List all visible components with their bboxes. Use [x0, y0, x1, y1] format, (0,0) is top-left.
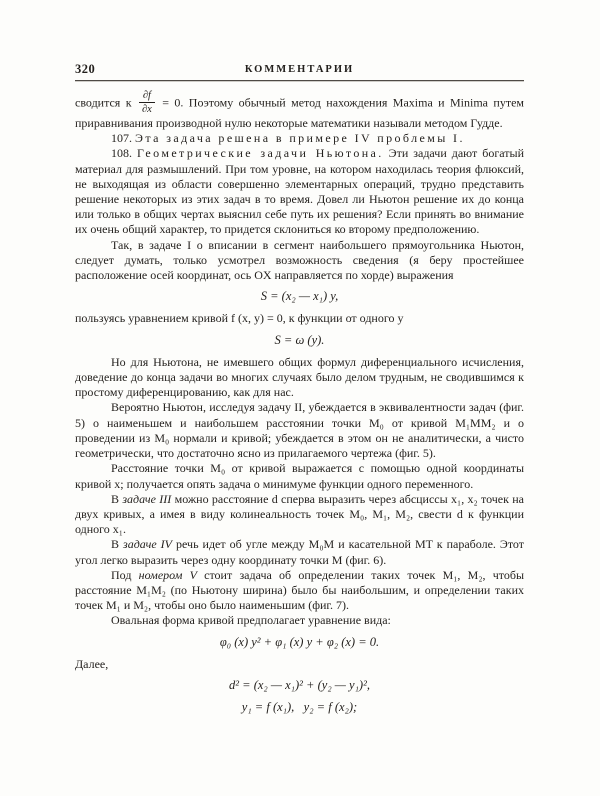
paragraph-108	[75, 146, 524, 237]
fraction-denominator: ∂x	[139, 102, 155, 115]
formula-phi-equation: φ₀ (x) y² + φ₁ (x) y + φ₂ (x) = 0.	[219, 634, 380, 649]
paragraph-using-curve: пользуясь уравнением кривой f (x, y) = 0, к функции от одного y	[75, 311, 404, 326]
paragraph-task-4	[75, 537, 524, 567]
fraction-df-dx	[139, 90, 155, 115]
paragraph-text: = 0. Поэтому обычный метод нахождения Maxima и Minima путем приравнивания производной нулю некоторые математики называли методом Гудде.	[75, 95, 524, 131]
spaced-text: Эта задача решена в примере IV проблемы I.	[135, 131, 465, 146]
paragraph-further: Далее,	[75, 656, 109, 671]
formula-y-functions: y₁ = f (x₁), y₂ = f (x₂);	[241, 700, 358, 715]
italic-text: задаче III	[122, 491, 172, 506]
paragraph-newton-difficulty: Но для Ньютона, не имевшего общих формул диференциального исчисления, доведение до конца задачи во многих случаях было делом трудным, не сводившимся к простому диференцированию, как для нас.	[75, 354, 524, 400]
paragraph-task-3	[75, 492, 524, 538]
text-column	[75, 91, 524, 722]
running-head: КОММЕНТАРИИ	[244, 64, 355, 75]
paragraph-text: сводится к	[75, 95, 132, 110]
page-number: 320	[75, 62, 96, 76]
formula-distance-squared: d² = (x₂ — x₁)² + (y₂ — y₁)²,	[229, 677, 370, 692]
paragraph-107	[75, 131, 524, 146]
formula-s-rectangle: S = (x₂ — x₁) y,	[260, 289, 339, 304]
paragraph-text: можно расстояние d сперва выразить через абсциссы x₁, x₂ точек на двух кривых, а имея в виду колинеальность точек M₀, M₁, M₂, свести d к функции одного x₁.	[75, 491, 525, 537]
paragraph-continuation	[75, 91, 524, 131]
paragraph-distance: Расстояние точки M₀ от кривой выражается с помощью одной координаты кривой x; получается опять задача о минимуме функции одного переменного.	[75, 461, 524, 491]
paragraph-text: речь идет об угле между M₀M и касательной MT к параболе. Этот угол легко выразить через одну координату точки M (фиг. 6).	[75, 537, 524, 567]
paragraph-text: стоит задача об определении таких точек M₁, M₂, чтобы расстояние M₁M₂ (по Ньютону ширина) было бы наибольшим, и определении таких точек M₁ и M₂, чтобы оно было наименьшим (фиг. 7).	[75, 567, 525, 613]
paragraph-task-5	[75, 568, 524, 614]
paragraph-task-2: Вероятно Ньютон, исследуя задачу II, убеждается в эквивалентности задач (фиг. 5) о наименьшем и наибольшем расстоянии точки M₀ от кривой M₁MM₂ и о проведении из M₀ нормали и кривой; убеждается в этом он не аналитически, а чисто геометрически, что достаточно ясно из прилагаемого чертежа (фиг. 5).	[75, 400, 524, 461]
formula-s-omega: S = ω (y).	[274, 332, 325, 347]
italic-text: номером V	[138, 567, 197, 582]
fraction-numerator: ∂f	[142, 90, 151, 101]
page-header	[75, 62, 524, 79]
paragraph-text: Под	[111, 567, 132, 582]
item-number: 108.	[111, 146, 132, 161]
paragraph-text: В	[111, 537, 120, 552]
paragraph-task-1: Так, в задаче I о вписании в сегмент наибольшего прямоугольника Ньютон, следует думать, только усмотрел возможность сведения (я беру простейшее расположение осей координат, ось OX направляется по хорде) выражения	[75, 237, 524, 283]
paragraph-text: В	[111, 491, 120, 506]
paragraph-text: Эти задачи дают богатый материал для размышлений. При том уровне, на котором находилась теория флюксий, не выходящая из области совершенно элементарных операций, трудно представить решение некоторых из этих задач в то время. Довел ли Ньютон решение их до конца или только в общих чертах выяснил себе путь их решения? Если принять во внимание их очень общий характер, то придется склониться ко второму предположению.	[75, 146, 524, 237]
item-number: 107.	[111, 131, 132, 146]
paragraph-oval: Овальная форма кривой предполагает уравнение вида:	[111, 613, 391, 628]
header-rule	[75, 80, 524, 81]
italic-text: задаче IV	[123, 537, 172, 552]
section-heading: Геометрические задачи Ньютона.	[137, 146, 384, 161]
